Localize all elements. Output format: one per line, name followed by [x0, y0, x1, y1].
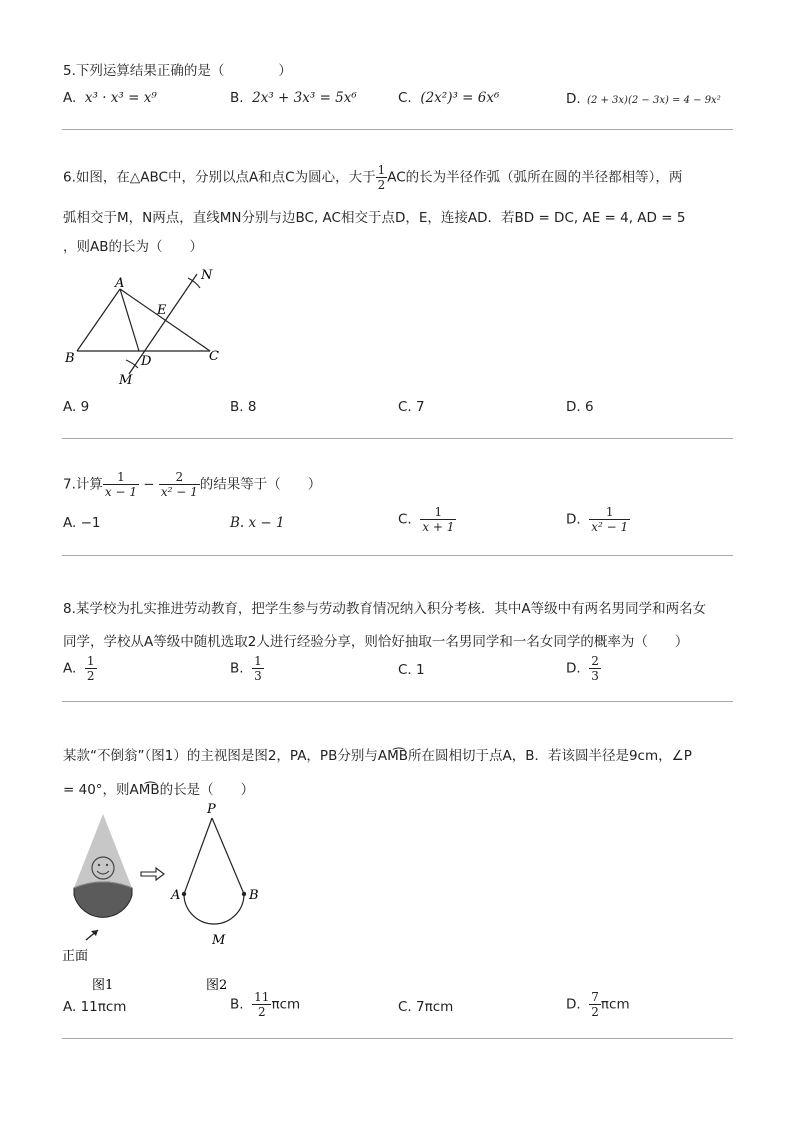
q6-option-a: A. 9	[63, 399, 90, 415]
q6-line2: 弧相交于M，N两点，直线MN分别与边BC, AC相交于点D，E，连接AD．若BD = DC, AE = 4, AD = 5	[63, 210, 686, 226]
label-M: M	[119, 373, 133, 388]
q5-option-b: B. 2x³ + 3x³ = 5x⁶	[230, 90, 357, 106]
q5-option-a: A. x³ · x³ = x⁹	[63, 90, 157, 106]
q9-line1: 某款“不倒翁”（图1）的主视图是图2，PA，PB分别与AM͡B所在圆相切于点A，B．若该圆半径是9cm，∠P	[63, 748, 692, 764]
q8-option-b: B. $\frac{1}{3}$	[230, 654, 262, 683]
q7-option-b: B. x − 1	[230, 515, 285, 531]
q8-line1: 8.某学校为扎实推进劳动教育，把学生参与劳动教育情况纳入积分考核．其中A等级中有两名男同学和两名女	[63, 601, 707, 617]
q6-option-b: B. 8	[230, 399, 257, 415]
separator	[62, 701, 733, 702]
fraction: $\frac{2}{3}$	[591, 654, 599, 683]
label-A: A	[171, 888, 181, 903]
label-A: A	[115, 276, 125, 291]
q5-option-c: C. (2x²)³ = 6x⁶	[398, 90, 500, 106]
label-E: E	[157, 303, 167, 318]
fraction: $\frac{1}{x + 1}$	[422, 505, 455, 534]
label-M: M	[212, 933, 226, 948]
tumbler-cone	[74, 814, 132, 888]
fraction: $\frac{1}{x - 1}$	[104, 470, 137, 499]
q9-line2: = 40°，则AM͡B的长是（ ）	[63, 782, 255, 798]
separator	[62, 438, 733, 439]
separator	[62, 129, 733, 130]
q6-line3: ，则AB的长为（ ）	[63, 239, 203, 255]
fraction: $\frac{7}{2}$	[591, 990, 599, 1019]
q7-option-c: C. $\frac{1}{x + 1}$	[398, 505, 455, 534]
q7-option-d: D. $\frac{1}{\text{x² − 1}}$	[566, 505, 629, 534]
q7-option-a: A. −1	[63, 515, 101, 531]
q8-option-a: A. $\frac{1}{2}$	[63, 654, 95, 683]
fraction: $\frac{1}{3}$	[254, 654, 262, 683]
label-N: N	[201, 268, 213, 283]
q6-line1: 6.如图，在△ABC中，分别以点A和点C为圆心，大于 $\frac{1}{2}$ AC的长为半径作弧（弧所在圆的半径都相等），两	[63, 163, 683, 192]
tumbler-base	[74, 882, 132, 917]
separator	[62, 555, 733, 556]
q8-line2: 同学，学校从A等级中随机选取2人进行经验分享，则恰好抽取一名男同学和一名女同学的概率为（ ）	[63, 634, 689, 650]
fraction: $\frac{1}{\text{x² − 1}}$	[591, 505, 629, 534]
q9-option-d: D. $\frac{7}{2}$ πcm	[566, 990, 630, 1019]
label-B: B	[249, 888, 259, 903]
separator	[62, 1038, 733, 1039]
figure-1-caption: 图1	[92, 978, 114, 993]
q6-option-d: D. 6	[566, 399, 594, 415]
label-P: P	[207, 802, 216, 817]
arc-AMB	[184, 894, 244, 924]
fraction: $\frac{1}{2}$	[377, 163, 386, 192]
q7-stem: 7.计算 $\frac{1}{x - 1}$ − $\frac{2}{\text{x² − 1}}$ 的结果等于（ ）	[63, 470, 322, 499]
arrow-right-icon	[141, 868, 164, 880]
fraction: $\frac{1}{2}$	[86, 654, 95, 683]
q9-option-b: B. $\frac{11}{2}$ πcm	[230, 990, 301, 1019]
figure-2-caption: 图2	[206, 978, 228, 993]
fraction: $\frac{2}{\text{x² − 1}}$	[160, 470, 198, 499]
q9-option-a: A. 11πcm	[63, 999, 127, 1015]
q9-tumbler-figure	[60, 800, 280, 995]
q6-option-c: C. 7	[398, 399, 425, 415]
q6-triangle-figure	[62, 264, 232, 389]
label-B: B	[65, 351, 75, 366]
q5-option-d: D. (2 + 3x)(2 − 3x) = 4 − 9x²	[566, 91, 721, 107]
q8-option-c: C. 1	[398, 662, 425, 678]
q5-stem: 5.下列运算结果正确的是（ ）	[63, 63, 292, 79]
front-label: 正面	[62, 949, 89, 964]
q8-option-d: D. $\frac{2}{3}$	[566, 654, 599, 683]
q9-option-c: C. 7πcm	[398, 999, 454, 1015]
fraction: $\frac{11}{2}$	[254, 990, 270, 1019]
label-D: D	[141, 354, 152, 369]
label-C: C	[209, 349, 219, 364]
